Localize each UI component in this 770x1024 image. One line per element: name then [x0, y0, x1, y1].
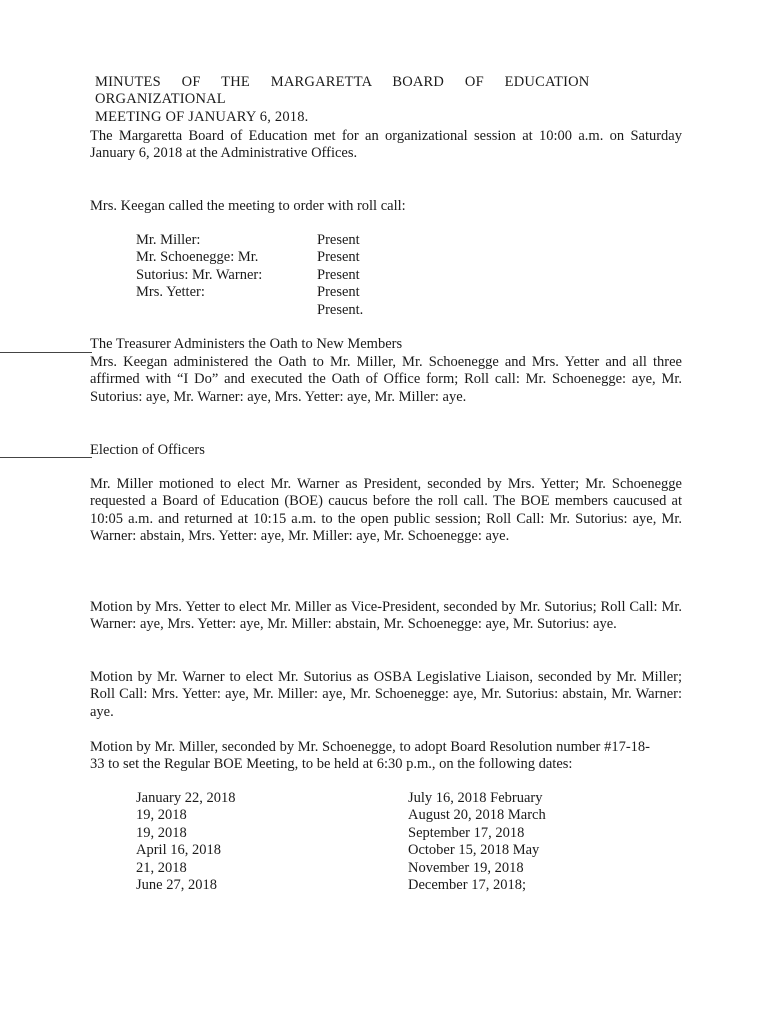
president-motion-paragraph: Mr. Miller motioned to elect Mr. Warner as President, seconded by Mrs. Yetter; Mr. Schoenegge requested a Board of Education (BOE) caucus before the roll call. The BOE members caucused at 10:05 a.m. and returned at 10:15 a.m. to the open public session; Roll Call: Mr. Sutorius: aye, Mr. Warner: abstain, Mrs. Yetter: aye, Mr. Miller: aye, Mr. Schoenegge: aye.: [90, 476, 682, 545]
meeting-date: July 16, 2018 February: [408, 790, 543, 806]
meeting-dates-table: [136, 790, 696, 900]
liaison-motion-paragraph: Motion by Mr. Warner to elect Mr. Sutorius as OSBA Legislative Liaison, seconded by Mr. Miller; Roll Call: Mrs. Yetter: aye, Mr. Miller: aye, Mr. Schoenegge: aye, Mr. Sutorius: abstain, Mr. Warner: aye.: [90, 669, 682, 720]
oath-paragraph: Mrs. Keegan administered the Oath to Mr. Miller, Mr. Schoenegge and Mrs. Yetter and all three affirmed with “I Do” and executed the Oath of Office form; Roll call: Mr. Schoenegge: aye, Mr. Sutorius: aye, Mr. Warner: aye, Mrs. Yetter: aye, Mr. Miller: aye.: [90, 354, 682, 405]
vice-president-motion-paragraph: Motion by Mrs. Yetter to elect Mr. Miller as Vice-President, seconded by Mr. Sutorius; Roll Call: Mr. Warner: aye, Mrs. Yetter: aye, Mr. Miller: abstain, Mr. Schoenegge: aye, Mr. Sutorius: aye.: [90, 599, 682, 633]
meeting-date: June 27, 2018: [136, 877, 217, 894]
meeting-date: December 17, 2018;: [408, 877, 526, 894]
meeting-dates-left: [136, 790, 396, 894]
roll-call-status: Present: [317, 266, 360, 283]
oath-heading: The Treasurer Administers the Oath to New Members: [90, 336, 403, 352]
roll-call-name: Sutorius: Mr. Warner:: [136, 266, 263, 283]
resolution-paragraph: Motion by Mr. Miller, seconded by Mr. Schoenegge, to adopt Board Resolution number #17-18-33 to set the Regular BOE Meeting, to be held at 6:30 p.m., on the following dates:: [90, 739, 650, 773]
roll-call-status: Present: [317, 232, 360, 248]
meeting-date: October 15, 2018 May: [408, 842, 540, 859]
roll-call-name: Mr. Schoenegge: Mr.: [136, 249, 259, 266]
meeting-date: 19, 2018: [136, 807, 187, 824]
minutes-title: [95, 74, 670, 126]
title-line-1: MINUTES OF THE MARGARETTA BOARD OF EDUCATION ORGANIZATIONAL: [95, 74, 590, 108]
roll-call-statuses: [317, 232, 437, 319]
roll-call-table: [136, 232, 496, 322]
roll-call-status: Present.: [317, 301, 364, 318]
meeting-date: January 22, 2018: [136, 790, 236, 806]
meeting-dates-right: [408, 790, 698, 894]
meeting-date: April 16, 2018: [136, 842, 221, 859]
title-line-2: MEETING OF JANUARY 6, 2018.: [95, 108, 309, 125]
meeting-date: November 19, 2018: [408, 859, 524, 876]
roll-call-status: Present: [317, 284, 360, 301]
meeting-date: September 17, 2018: [408, 824, 525, 841]
oath-heading-rule: [0, 352, 92, 353]
intro-paragraph: The Margaretta Board of Education met for an organizational session at 10:00 a.m. on Saturday January 6, 2018 at the Administrative Offices.: [90, 128, 682, 162]
meeting-date: August 20, 2018 March: [408, 807, 546, 824]
roll-call-status: Present: [317, 249, 360, 266]
roll-call-name: Mr. Miller:: [136, 232, 201, 248]
election-heading-rule: [0, 457, 92, 458]
meeting-date: 21, 2018: [136, 859, 187, 876]
roll-call-name: Mrs. Yetter:: [136, 284, 205, 301]
meeting-date: 19, 2018: [136, 824, 187, 841]
roll-call-intro: Mrs. Keegan called the meeting to order with roll call:: [90, 198, 406, 214]
election-heading: Election of Officers: [90, 442, 205, 458]
roll-call-names: [136, 232, 306, 302]
